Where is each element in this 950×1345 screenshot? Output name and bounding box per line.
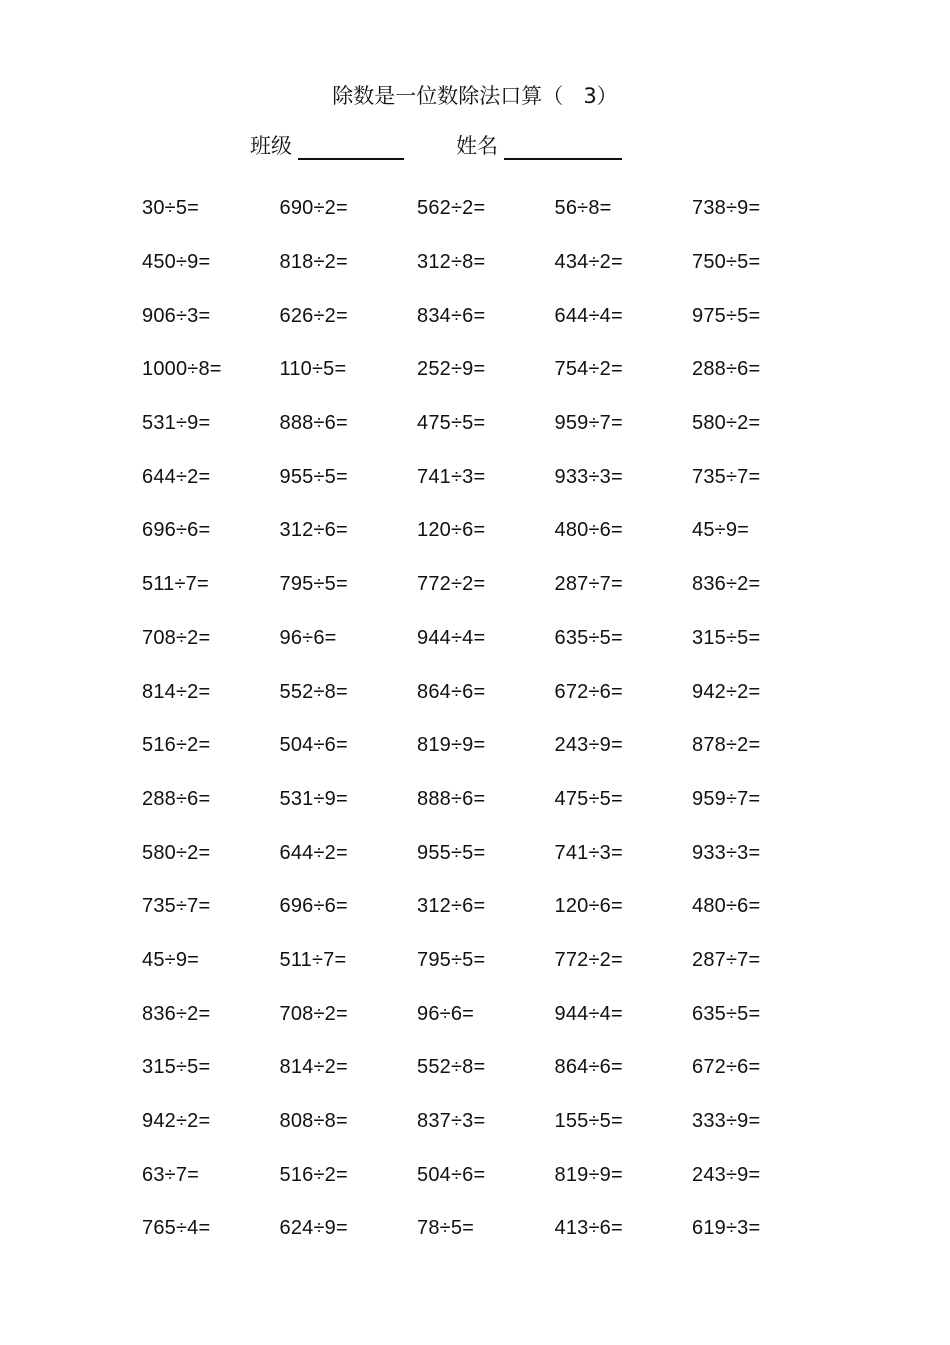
- division-problem: 288÷6=: [692, 358, 761, 381]
- division-problem: 552÷8=: [279, 680, 348, 703]
- problem-row: [142, 719, 842, 773]
- division-problem: 864÷6=: [554, 1056, 623, 1079]
- division-problem: 819÷9=: [554, 1163, 623, 1186]
- division-problem: 933÷3=: [692, 841, 761, 864]
- division-problem: 644÷2=: [142, 465, 211, 488]
- division-problem: 120÷6=: [554, 895, 623, 918]
- division-problem: 772÷2=: [554, 948, 623, 971]
- problem-row: [142, 236, 842, 290]
- division-problem: 672÷6=: [554, 680, 623, 703]
- division-problem: 504÷6=: [417, 1163, 486, 1186]
- division-problem: 888÷6=: [417, 787, 486, 810]
- division-problem: 504÷6=: [279, 734, 348, 757]
- division-problem: 644÷2=: [279, 841, 348, 864]
- problem-row: [142, 1041, 842, 1095]
- division-problem: 619÷3=: [692, 1217, 761, 1240]
- division-problem: 754÷2=: [554, 358, 623, 381]
- division-problem: 635÷5=: [692, 1002, 761, 1025]
- division-problem: 750÷5=: [692, 251, 761, 274]
- division-problem: 741÷3=: [554, 841, 623, 864]
- division-problem: 1000÷8=: [142, 358, 222, 381]
- division-problem: 690÷2=: [279, 197, 348, 220]
- division-problem: 413÷6=: [554, 1217, 623, 1240]
- problem-row: [142, 826, 842, 880]
- problem-grid: [142, 182, 842, 1256]
- problem-row: [142, 987, 842, 1041]
- division-problem: 287÷7=: [554, 573, 623, 596]
- division-problem: 819÷9=: [417, 734, 486, 757]
- division-problem: 312÷6=: [279, 519, 348, 542]
- division-problem: 110÷5=: [279, 358, 347, 381]
- division-problem: 836÷2=: [692, 573, 761, 596]
- division-problem: 315÷5=: [142, 1056, 211, 1079]
- division-problem: 480÷6=: [554, 519, 623, 542]
- division-problem: 975÷5=: [692, 304, 761, 327]
- division-problem: 475÷5=: [554, 787, 623, 810]
- division-problem: 45÷9=: [692, 519, 750, 542]
- division-problem: 959÷7=: [554, 412, 623, 435]
- division-problem: 944÷4=: [417, 626, 486, 649]
- division-problem: 644÷4=: [554, 304, 623, 327]
- problem-row: [142, 450, 842, 504]
- division-problem: 96÷6=: [279, 626, 337, 649]
- division-problem: 480÷6=: [692, 895, 761, 918]
- division-problem: 795÷5=: [417, 948, 486, 971]
- problem-row: [142, 182, 842, 236]
- problem-row: [142, 558, 842, 612]
- problem-row: [142, 612, 842, 666]
- division-problem: 252÷9=: [417, 358, 486, 381]
- name-blank-line[interactable]: [504, 134, 622, 160]
- problem-row: [142, 1095, 842, 1149]
- division-problem: 434÷2=: [554, 251, 623, 274]
- division-problem: 959÷7=: [692, 787, 761, 810]
- division-problem: 120÷6=: [417, 519, 486, 542]
- division-problem: 741÷3=: [417, 465, 486, 488]
- class-blank-line[interactable]: [298, 134, 404, 160]
- problem-row: [142, 289, 842, 343]
- division-problem: 531÷9=: [142, 412, 211, 435]
- problem-row: [142, 343, 842, 397]
- division-problem: 708÷2=: [142, 626, 211, 649]
- division-problem: 30÷5=: [142, 197, 200, 220]
- division-problem: 808÷8=: [279, 1110, 348, 1133]
- division-problem: 243÷9=: [692, 1163, 761, 1186]
- problem-row: [142, 773, 842, 827]
- division-problem: 955÷5=: [417, 841, 486, 864]
- division-problem: 888÷6=: [279, 412, 348, 435]
- division-problem: 288÷6=: [142, 787, 211, 810]
- problem-row: [142, 397, 842, 451]
- division-problem: 475÷5=: [417, 412, 486, 435]
- division-problem: 78÷5=: [417, 1217, 475, 1240]
- division-problem: 672÷6=: [692, 1056, 761, 1079]
- division-problem: 580÷2=: [142, 841, 211, 864]
- division-problem: 906÷3=: [142, 304, 211, 327]
- division-problem: 580÷2=: [692, 412, 761, 435]
- division-problem: 765÷4=: [142, 1217, 211, 1240]
- division-problem: 836÷2=: [142, 1002, 211, 1025]
- division-problem: 735÷7=: [142, 895, 211, 918]
- name-field: [456, 130, 622, 160]
- division-problem: 96÷6=: [417, 1002, 475, 1025]
- division-problem: 878÷2=: [692, 734, 761, 757]
- division-problem: 155÷5=: [554, 1110, 623, 1133]
- division-problem: 333÷9=: [692, 1110, 761, 1133]
- division-problem: 63÷7=: [142, 1163, 200, 1186]
- division-problem: 772÷2=: [417, 573, 486, 596]
- division-problem: 942÷2=: [142, 1110, 211, 1133]
- division-problem: 795÷5=: [279, 573, 348, 596]
- division-problem: 818÷2=: [279, 251, 348, 274]
- problem-row: [142, 1148, 842, 1202]
- division-problem: 56÷8=: [554, 197, 612, 220]
- division-problem: 864÷6=: [417, 680, 486, 703]
- division-problem: 834÷6=: [417, 304, 486, 327]
- problem-row: [142, 880, 842, 934]
- class-field: [250, 130, 404, 160]
- division-problem: 624÷9=: [279, 1217, 348, 1240]
- division-problem: 243÷9=: [554, 734, 623, 757]
- page-title: 除数是一位数除法口算（ 3）: [332, 84, 618, 108]
- class-label: 班级: [250, 134, 292, 158]
- division-problem: 635÷5=: [554, 626, 623, 649]
- division-problem: 511÷7=: [279, 948, 347, 971]
- division-problem: 450÷9=: [142, 251, 211, 274]
- division-problem: 287÷7=: [692, 948, 761, 971]
- division-problem: 552÷8=: [417, 1056, 486, 1079]
- name-label: 姓名: [456, 134, 498, 158]
- division-problem: 944÷4=: [554, 1002, 623, 1025]
- division-problem: 516÷2=: [279, 1163, 348, 1186]
- division-problem: 708÷2=: [279, 1002, 348, 1025]
- division-problem: 315÷5=: [692, 626, 761, 649]
- division-problem: 814÷2=: [142, 680, 211, 703]
- problem-row: [142, 934, 842, 988]
- division-problem: 696÷6=: [279, 895, 348, 918]
- problem-row: [142, 1202, 842, 1256]
- division-problem: 933÷3=: [554, 465, 623, 488]
- division-problem: 837÷3=: [417, 1110, 486, 1133]
- division-problem: 531÷9=: [279, 787, 348, 810]
- division-problem: 696÷6=: [142, 519, 211, 542]
- division-problem: 516÷2=: [142, 734, 211, 757]
- division-problem: 735÷7=: [692, 465, 761, 488]
- division-problem: 955÷5=: [279, 465, 348, 488]
- division-problem: 312÷6=: [417, 895, 486, 918]
- division-problem: 45÷9=: [142, 948, 200, 971]
- division-problem: 942÷2=: [692, 680, 761, 703]
- division-problem: 738÷9=: [692, 197, 761, 220]
- division-problem: 312÷8=: [417, 251, 486, 274]
- division-problem: 626÷2=: [279, 304, 348, 327]
- division-problem: 562÷2=: [417, 197, 486, 220]
- division-problem: 511÷7=: [142, 573, 209, 596]
- problem-row: [142, 504, 842, 558]
- division-problem: 814÷2=: [279, 1056, 348, 1079]
- problem-row: [142, 665, 842, 719]
